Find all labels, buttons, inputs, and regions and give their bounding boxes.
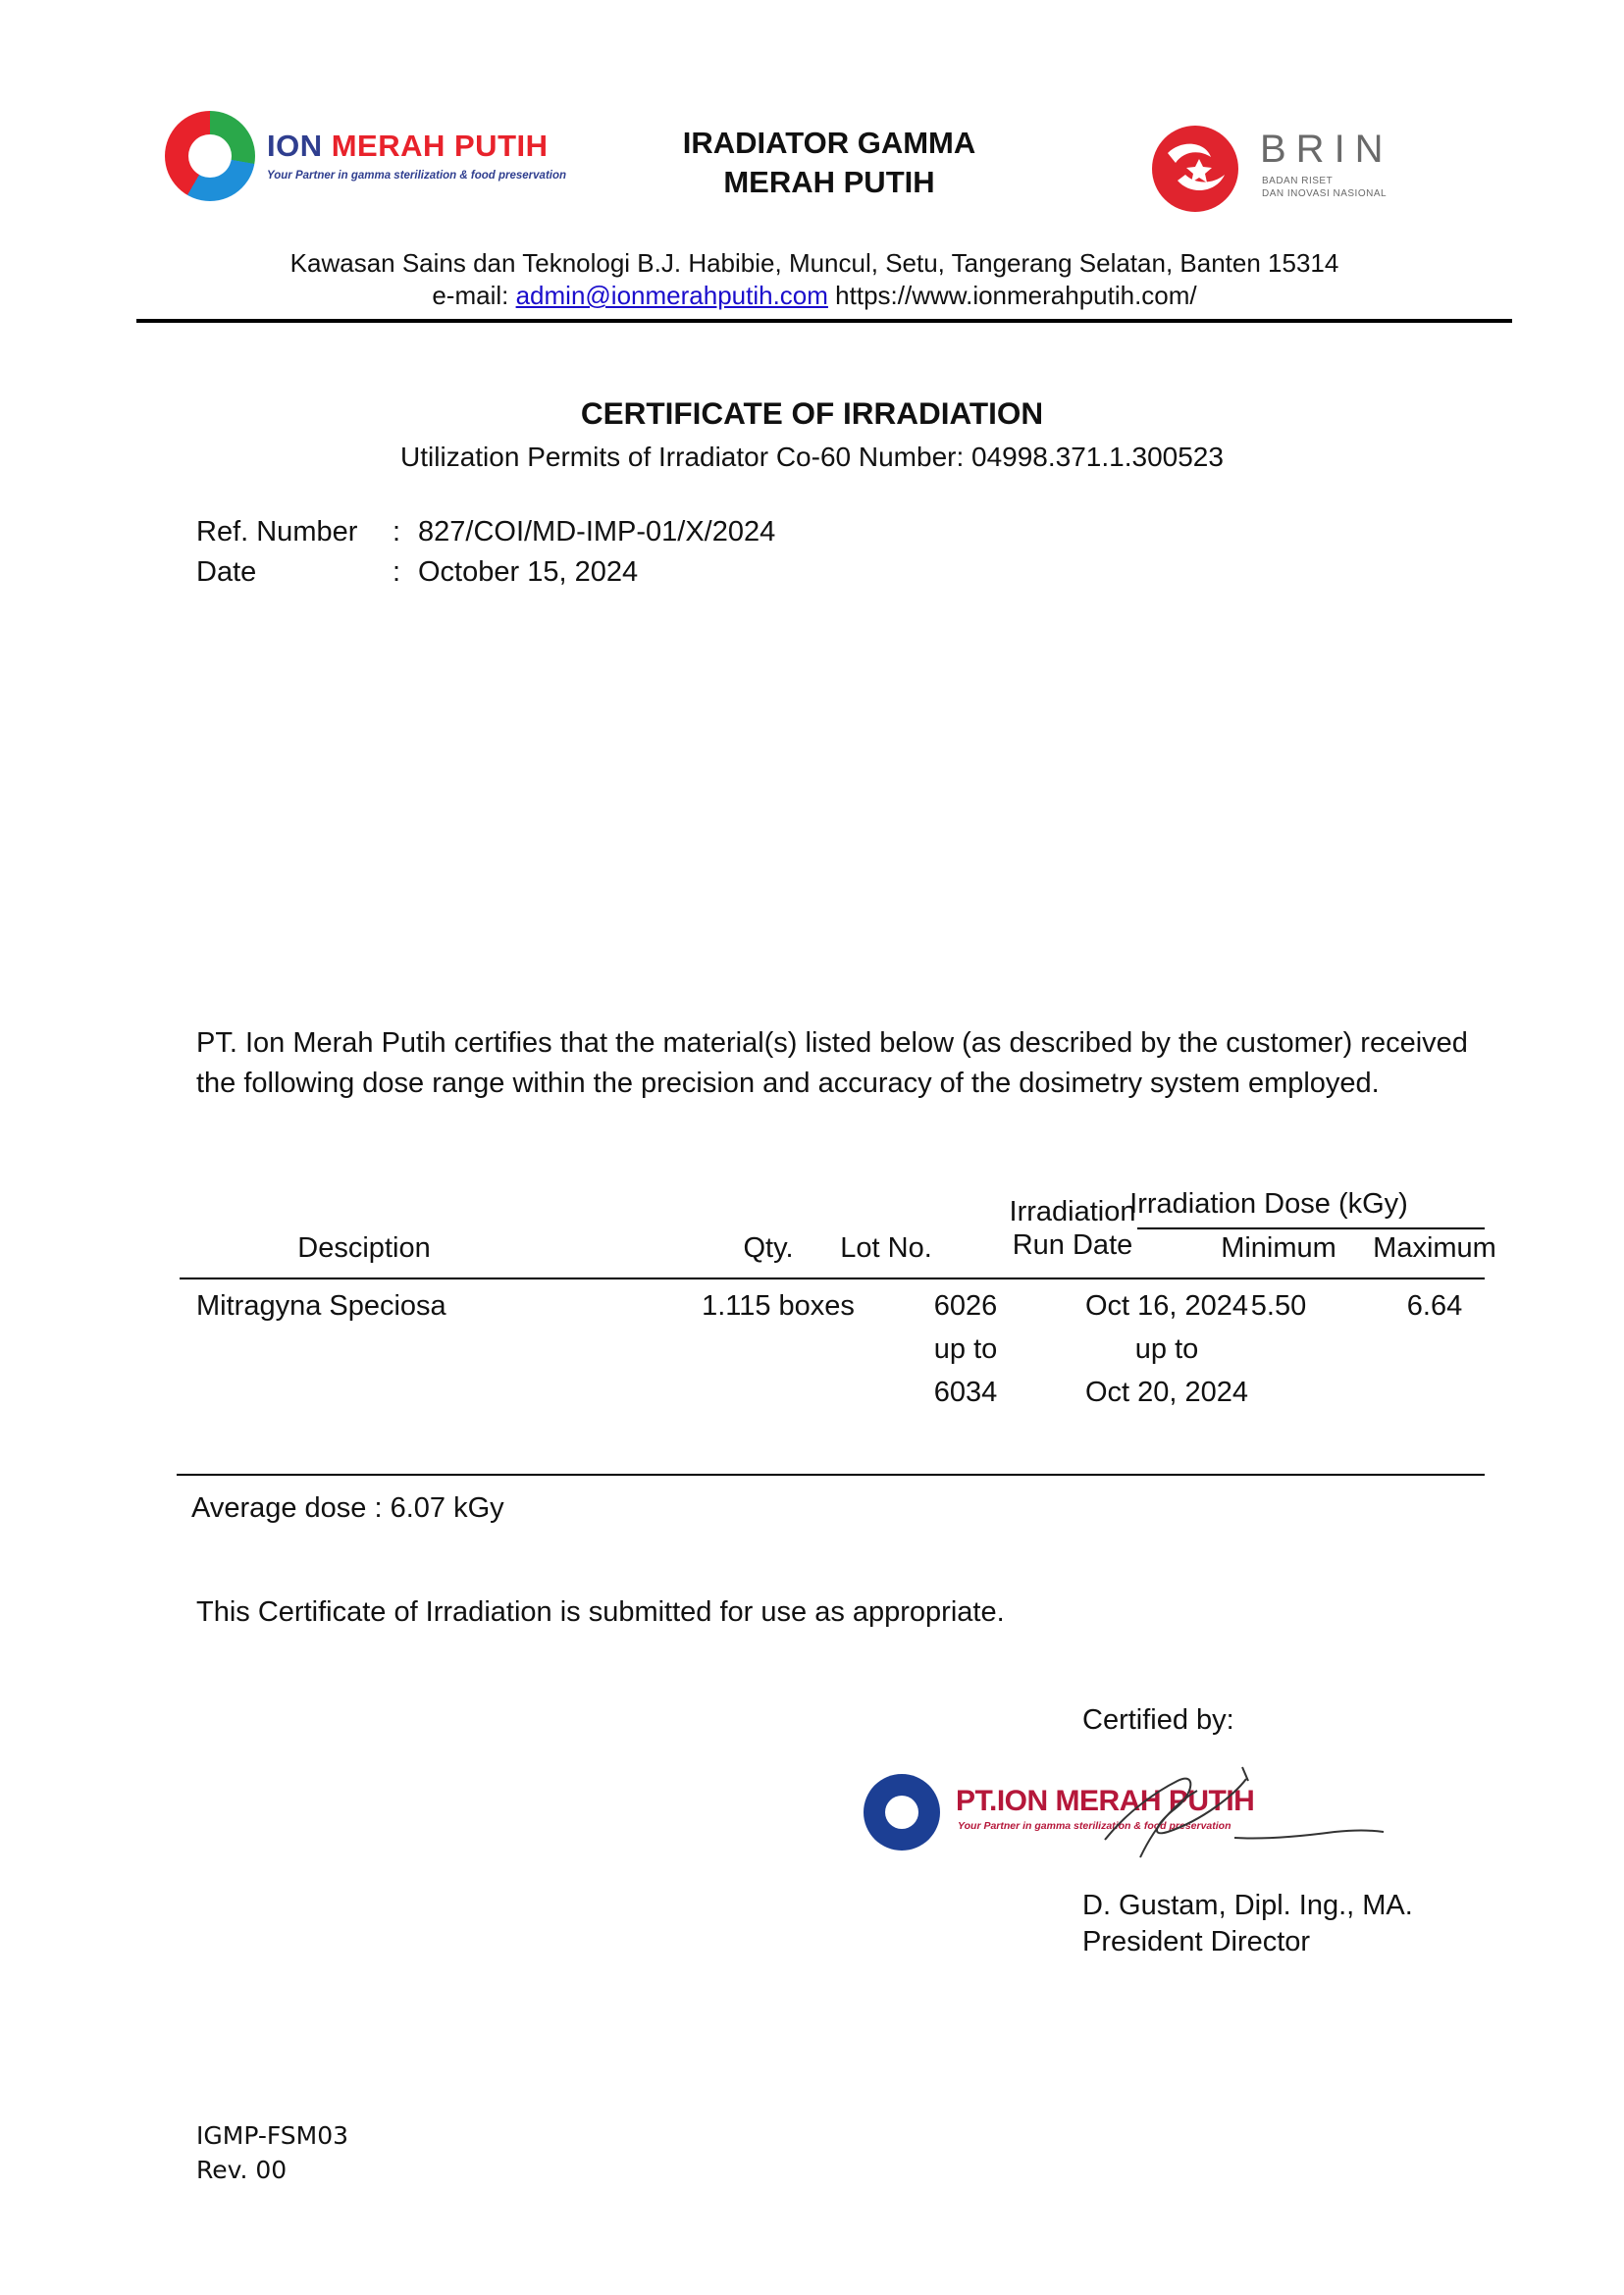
header-minimum: Minimum xyxy=(1221,1232,1336,1264)
stamp-ring-mark xyxy=(864,1774,940,1851)
submission-note: This Certificate of Irradiation is submitted for use as appropriate. xyxy=(196,1596,1005,1628)
ion-ring-logo-mark xyxy=(165,111,255,201)
ion-logo-tagline: Your Partner in gamma sterilization & food preservation xyxy=(267,170,567,182)
contact-block xyxy=(118,247,1511,312)
ion-logo-wordmark xyxy=(267,129,549,164)
email-label: e-mail: xyxy=(432,281,509,310)
stamp-company-name: PT.ION MERAH PUTIH xyxy=(956,1785,1255,1817)
dose-table xyxy=(180,1182,1496,1477)
certificate-title: CERTIFICATE OF IRRADIATION xyxy=(580,395,1044,431)
date-label: Date xyxy=(196,556,257,588)
certified-by-label: Certified by: xyxy=(1082,1704,1234,1736)
header-description: Desciption xyxy=(297,1232,431,1264)
header-run-date-line1: Irradiation xyxy=(1009,1196,1136,1227)
cell-minimum: 5.50 xyxy=(1250,1290,1307,1322)
ion-logo-word-merah-putih: MERAH PUTIH xyxy=(331,129,549,163)
document-footer xyxy=(196,2118,348,2187)
form-code: IGMP-FSM03 xyxy=(196,2121,349,2150)
header-run-date-line2: Run Date xyxy=(1012,1229,1133,1261)
header-title xyxy=(589,124,1070,202)
certification-statement: PT. Ion Merah Putih certifies that the material(s) listed below (as described by the customer) received the following dose range within the precision and accuracy of the dosimetry system employed. xyxy=(196,1027,1468,1099)
cell-lot-line2: up to xyxy=(933,1333,998,1365)
cell-lot-no xyxy=(902,1284,1029,1414)
header-title-line1: IRADIATOR GAMMA xyxy=(682,126,976,160)
cell-lot-line3: 6034 xyxy=(933,1377,998,1408)
cell-lot-line1: 6026 xyxy=(933,1290,998,1322)
contact-line xyxy=(118,280,1511,312)
header-qty: Qty. xyxy=(743,1232,794,1264)
cell-description: Mitragyna Speciosa xyxy=(196,1290,446,1322)
date-colon: : xyxy=(393,556,401,588)
ref-colon: : xyxy=(393,516,401,548)
header-maximum: Maximum xyxy=(1373,1232,1496,1264)
table-header-rule xyxy=(180,1278,1485,1279)
ion-logo-word-ion: ION xyxy=(267,129,332,163)
brin-subtitle xyxy=(1262,175,1387,200)
brin-subtitle-line1: BADAN RISET xyxy=(1262,176,1334,186)
cell-date-line1: Oct 16, 2024 xyxy=(1084,1290,1249,1322)
cell-date-line2: up to xyxy=(1134,1333,1199,1365)
website-link[interactable]: https://www.ionmerahputih.com/ xyxy=(835,281,1197,310)
cell-date-line3: Oct 20, 2024 xyxy=(1084,1377,1249,1408)
revision: Rev. 00 xyxy=(196,2156,288,2184)
ion-merah-putih-logo xyxy=(165,111,587,215)
signer-name: D. Gustam, Dipl. Ing., MA. xyxy=(1082,1890,1413,1921)
ref-number-label: Ref. Number xyxy=(196,516,358,548)
company-stamp xyxy=(864,1751,1393,1869)
brin-logo-mark xyxy=(1148,120,1242,214)
date-value: October 15, 2024 xyxy=(418,556,639,588)
email-link[interactable]: admin@ionmerahputih.com xyxy=(515,281,828,310)
brin-logo xyxy=(1148,116,1442,214)
handwritten-signature xyxy=(1011,1751,1393,1869)
permit-number: Utilization Permits of Irradiator Co-60 Number: 04998.371.1.300523 xyxy=(400,442,1224,472)
average-dose: Average dose : 6.07 kGy xyxy=(191,1492,504,1524)
signer-block xyxy=(1082,1888,1413,1960)
date-row xyxy=(196,552,775,593)
address: Kawasan Sains dan Teknologi B.J. Habibie, Muncul, Setu, Tangerang Selatan, Banten 15314 xyxy=(289,248,1339,278)
cell-qty: 1.115 boxes xyxy=(702,1290,855,1322)
brin-subtitle-line2: DAN INOVASI NASIONAL xyxy=(1262,188,1388,199)
header-divider xyxy=(136,319,1512,323)
table-bottom-rule xyxy=(177,1474,1485,1476)
ref-number-value: 827/COI/MD-IMP-01/X/2024 xyxy=(418,516,776,548)
header-dose-group: Irradiation Dose (kGy) xyxy=(1129,1188,1408,1220)
brin-wordmark: BRIN xyxy=(1260,128,1393,171)
header-lot-no: Lot No. xyxy=(840,1232,932,1264)
stamp-tagline: Your Partner in gamma sterilization & food preservation xyxy=(958,1820,1231,1832)
cell-maximum: 6.64 xyxy=(1406,1290,1463,1322)
signer-title: President Director xyxy=(1082,1926,1311,1957)
reference-block xyxy=(196,512,775,593)
header-title-line2: MERAH PUTIH xyxy=(723,165,935,199)
ref-number-row xyxy=(196,512,775,552)
